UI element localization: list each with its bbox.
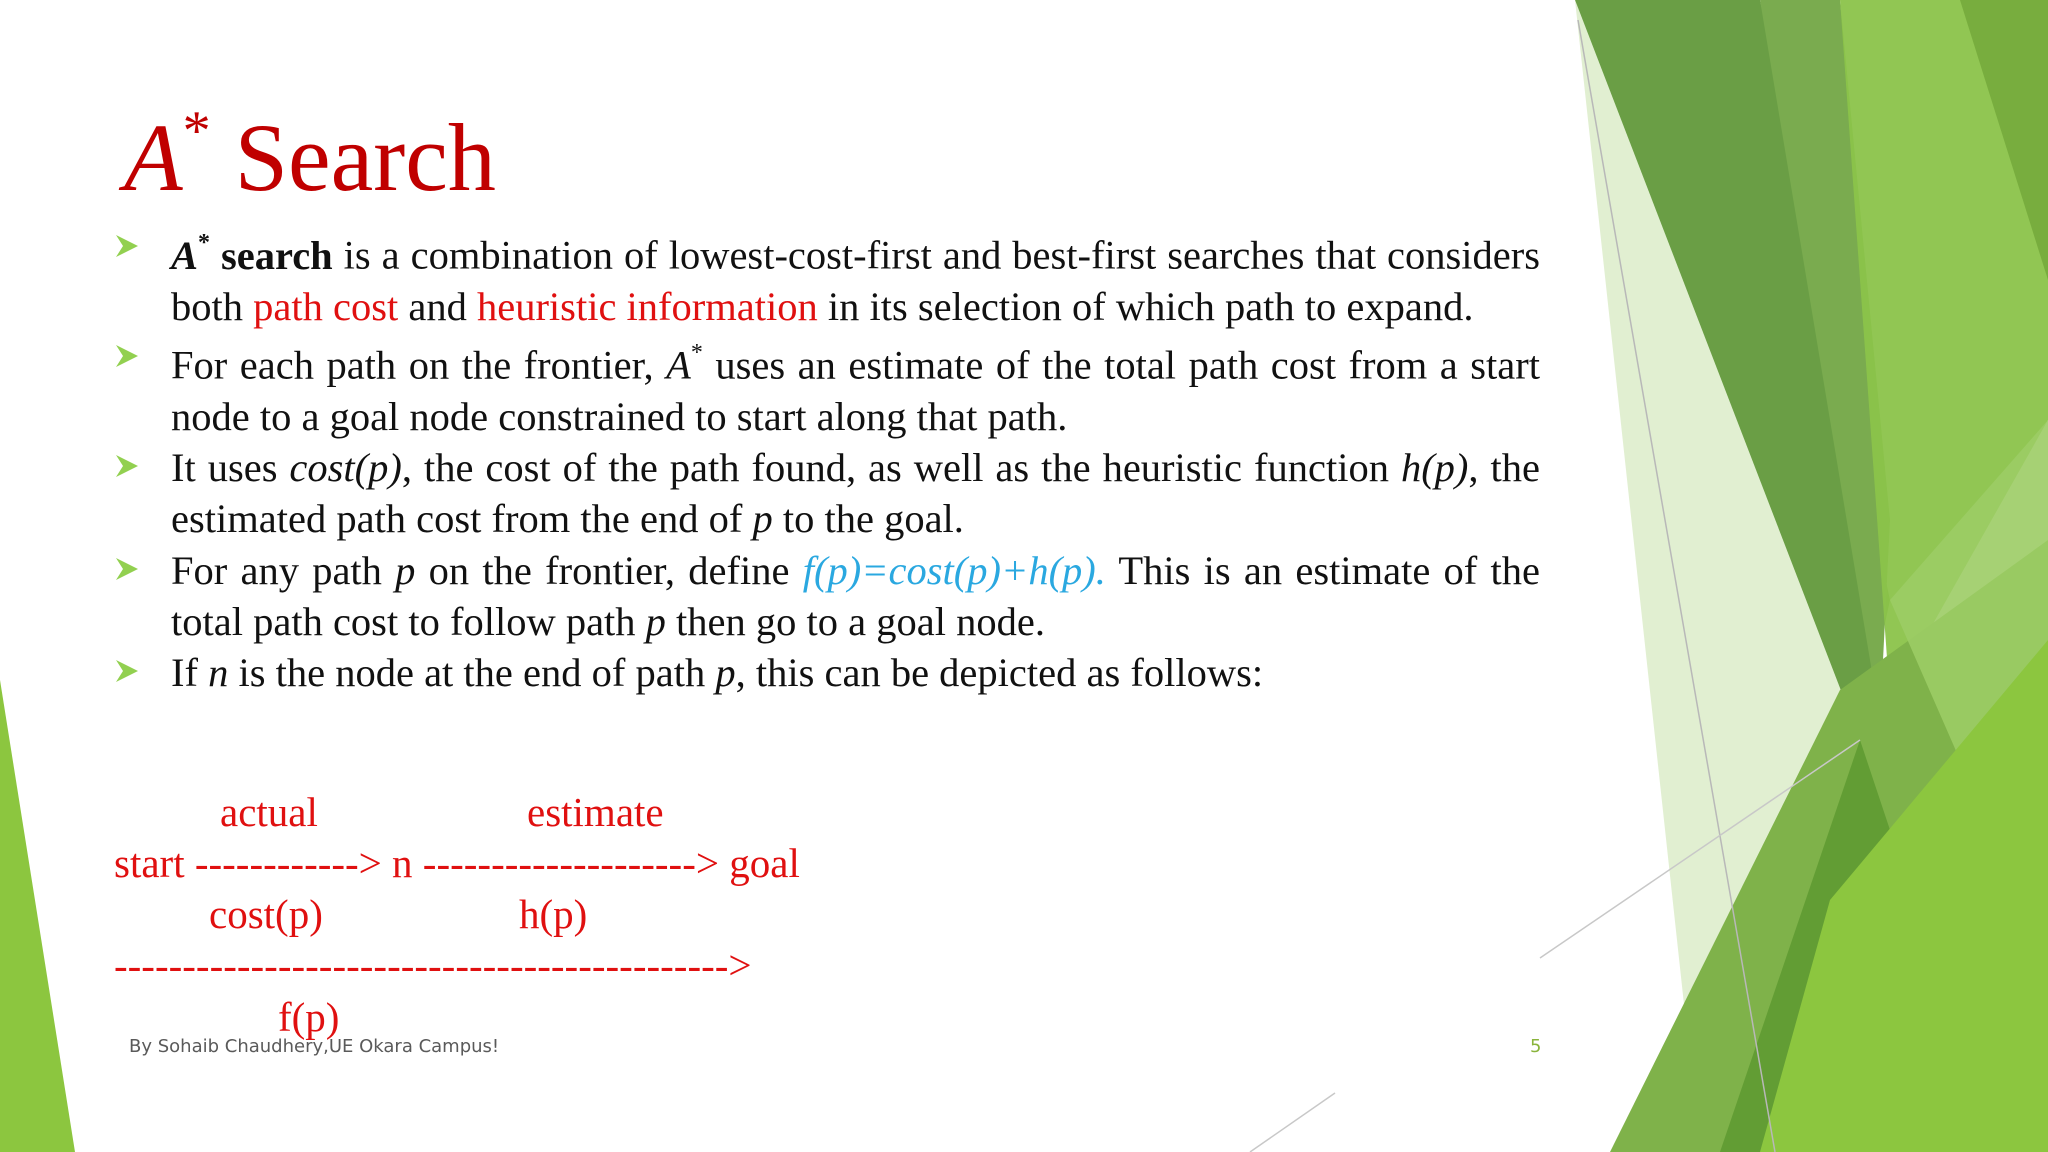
p-term: p: [645, 599, 666, 645]
arrow-bullet-icon: [114, 658, 140, 684]
bullet-text: on the frontier, define: [415, 547, 803, 593]
star-sup: *: [690, 340, 703, 367]
bullet-text: If: [171, 650, 209, 696]
bullet-text: It uses: [171, 445, 290, 491]
title-star: *: [182, 100, 211, 162]
arrow-bullet-icon: [114, 556, 140, 582]
bullet-list: [114, 222, 1540, 699]
title-search: Search: [210, 104, 496, 211]
search-label: search: [210, 232, 333, 278]
diagram-estimate-label: estimate: [527, 789, 664, 835]
bullet-text: in its selection of which path to expand.: [817, 283, 1474, 329]
bullet-text: , the estimated path cost from the end of: [171, 445, 1540, 542]
bullet-item: [114, 332, 1540, 442]
diagram-actual-label: actual: [220, 789, 318, 835]
bullet-text: uses an estimate of the total path cost from a start node to a goal node constrained to start along that path.: [171, 342, 1540, 439]
a-star-label: A: [666, 342, 691, 388]
bullet-text: For any path: [171, 547, 396, 593]
p-term: p: [752, 496, 773, 542]
arrow-bullet-icon: [114, 233, 140, 259]
arrow-bullet-icon: [114, 453, 140, 479]
page-number: 5: [1530, 1036, 1542, 1057]
heuristic-highlight: heuristic information: [476, 283, 818, 329]
bullet-text: For each path on the frontier,: [171, 342, 667, 388]
star-sup: *: [198, 230, 211, 256]
cost-term: cost(p): [289, 445, 402, 491]
bullet-text: is the node at the end of path: [228, 650, 716, 696]
bullet-item: [114, 647, 1540, 698]
slide-title: [124, 100, 496, 211]
n-term: n: [208, 650, 229, 696]
bullet-text: is a combination of lowest-cost-first and best-first searches that considers both: [171, 232, 1540, 329]
decor-line: [1250, 1093, 1335, 1152]
bullet-text: , this can be depicted as follows:: [735, 650, 1264, 696]
diagram-total-line: --------------------------------------------->: [114, 942, 752, 988]
bullet-text: and: [398, 283, 477, 329]
bullet-item: [114, 222, 1540, 332]
arrow-bullet-icon: [114, 343, 140, 369]
diagram-f-label: f(p): [278, 994, 340, 1040]
bullet-text: then go to a goal node.: [665, 599, 1045, 645]
path-cost-highlight: path cost: [253, 283, 399, 329]
bullet-item: [114, 545, 1540, 648]
p-term: p: [395, 547, 416, 593]
decor-facet: [0, 680, 75, 1152]
diagram-h-label: h(p): [519, 891, 588, 937]
p-term: p: [715, 650, 736, 696]
bullet-item: [114, 442, 1540, 545]
a-star-label: A: [171, 232, 199, 278]
bullet-text: to the goal.: [772, 496, 964, 542]
diagram-path-line: start ------------> n --------------------> goal: [114, 840, 800, 886]
footer-author: By Sohaib Chaudhery,UE Okara Campus!: [129, 1036, 500, 1057]
formula-highlight: f(p)=cost(p)+h(p).: [802, 547, 1106, 593]
h-term: h(p): [1400, 445, 1469, 491]
diagram-cost-label: cost(p): [209, 891, 323, 937]
bullet-text: This is an estimate of the total path cost to follow path: [171, 547, 1540, 645]
bullet-text: , the cost of the path found, as well as the heuristic function: [401, 445, 1401, 491]
title-a: A: [124, 104, 183, 211]
